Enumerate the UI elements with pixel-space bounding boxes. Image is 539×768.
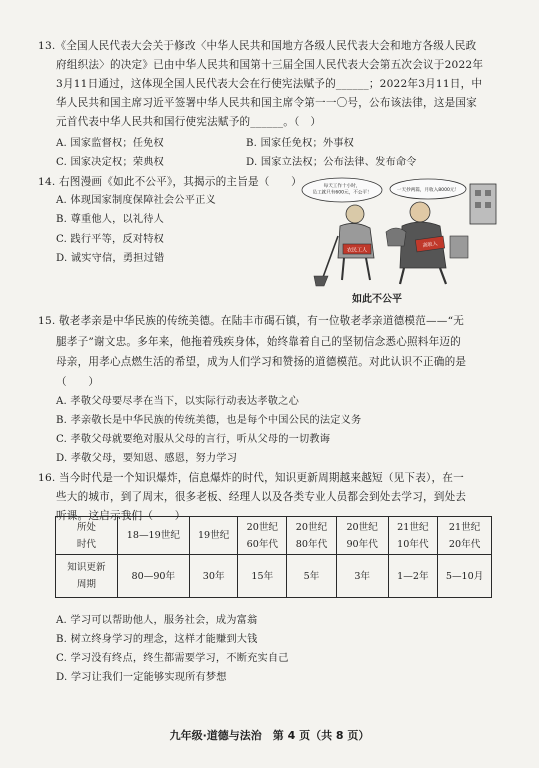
q13-line-1: 13.《全国人民代表大会关于修改〈中华人民共和国地方各级人民代表大会和地方各级人民政 [38,40,477,52]
q13-option-d: D. 国家立法权；公布法律、发布命令 [246,157,417,168]
q15-option-a: A. 孝敬父母要尽孝在当下，以实际行动表达孝敬之心 [56,396,299,407]
table-cell-text: 20世纪 [246,521,279,533]
q16-line-3: 听课。这启示我们（ ） [56,510,186,522]
knowledge-update-table [55,516,492,598]
table-cell-text: 3年 [354,570,371,582]
q13-line-3: 3月11日通过，这体现全国人民代表大会在行使宪法赋予的______；2022年3月11日，中 [56,78,483,90]
svg-text:员工就只有600元，不公平！: 员工就只有600元，不公平！ [312,190,372,196]
q16-line-2: 些大的城市，到了周末，很多老板、经理人以及各类专业人员都会到处去学习，到处去 [56,491,467,503]
table-cell-text: 知识更新 [67,562,106,573]
table-cell-text: 1—2年 [397,570,429,582]
table-cell-text: 18—19世纪 [126,530,180,541]
q15-option-d: D. 孝敬父母，要知恩、感恩，努力学习 [56,453,238,464]
q15-line-1: 15. 敬老孝亲是中华民族的传统美德。在陆丰市碣石镇，有一位敬老孝亲道德模范——“无 [38,315,464,327]
q14-option-c: C. 践行平等，反对特权 [56,234,164,245]
q13-option-c: C. 国家决定权；荣典权 [56,157,164,168]
table-cell-text: 周期 [76,579,97,590]
era-cell-7 [438,517,492,555]
q13-line-4: 华人民共和国主席习近平签署中华人民共和国主席令第一一〇号，公布该法律，这是国家 [56,97,477,109]
cartoon-image [300,176,505,289]
table-row-era [56,517,492,555]
q16-line-1: 16. 当今时代是一个知识爆炸，信息爆炸的时代，知识更新周期越来越短（见下表），在一 [38,472,464,484]
table-cell-text: 19世纪 [197,530,230,541]
era-cell-3 [238,517,287,555]
q14-option-d: D. 诚实守信，勇担过错 [56,253,165,264]
q16-option-d: D. 学习让我们一定能够实现所有梦想 [56,672,227,683]
table-cell-text: 5—10月 [445,570,484,582]
q15-option-c: C. 孝敬父母就要绝对服从父母的言行，听从父母的一切教诲 [56,434,331,445]
era-cell-2 [189,517,238,555]
q15-line-3: 母亲，用孝心点燃生活的希望，成为人们学习和赞扬的道德模范。对此认识不正确的是 [56,356,467,368]
svg-text:高收入: 高收入 [422,240,438,250]
q14-option-a: A. 体现国家制度保障社会公平正义 [56,195,216,206]
table-cell-text: 60年代 [246,538,279,550]
table-cell-text: 15年 [251,570,274,582]
table-cell-text: 时代 [76,538,97,550]
q14-option-b: B. 尊重他人，以礼待人 [56,214,165,225]
q16-option-b: B. 树立终身学习的理念，这样才能赚到大钱 [56,634,258,645]
table-cell-text: 30年 [202,570,225,582]
cartoon-caption: 如此不公平 [352,294,402,305]
cycle-cell-5 [336,555,388,598]
table-cell-text: 10年代 [397,538,429,550]
table-cell-text: 5年 [303,570,320,582]
cycle-cell-4 [287,555,337,598]
svg-text:每天工作十小时，: 每天工作十小时， [323,184,361,189]
table-cell-text: 21世纪 [448,521,481,533]
era-cell-1 [117,517,189,555]
era-cell-5 [336,517,388,555]
cycle-cell-1 [117,555,189,598]
q15-line-4: （ ） [56,376,100,388]
page-footer: 九年级·道德与法治 第 4 页（共 8 页） [169,729,370,742]
q16-option-c: C. 学习没有终点，终生都需要学习，不断充实自己 [56,653,289,664]
table-row-cycle [56,555,492,598]
cycle-cell-7 [438,555,492,598]
table-cell-text: 80年代 [295,538,328,550]
table-cell-text: 所处 [76,521,97,533]
cycle-cell-2 [189,555,238,598]
q15-line-2: 腿孝子”谢文忠。多年来，他拖着残疾身体，始终靠着自己的坚韧信念悉心照料年迈的 [56,336,461,348]
table-cell-text: 20世纪 [295,521,328,533]
cycle-cell-6 [388,555,438,598]
table-cell-text: 21世纪 [397,521,429,533]
table-cell-text: 20年代 [448,538,481,550]
era-cell-0 [56,517,118,555]
cycle-cell-0 [56,555,118,598]
svg-text:农民工人: 农民工人 [346,247,368,254]
q16-option-a: A. 学习可以帮助他人，服务社会，成为富翁 [56,615,258,626]
table-cell-text: 20世纪 [346,521,378,533]
q13-option-b: B. 国家任免权；外事权 [246,138,355,149]
table-cell-text: 90年代 [346,538,378,550]
era-cell-6 [388,517,438,555]
q13-line-5: 元首代表中华人民共和国行使宪法赋予的______。（ ） [56,116,322,128]
table-cell-text: 80—90年 [131,570,176,582]
q13-option-a: A. 国家监督权；任免权 [56,138,164,149]
q13-line-2: 府组织法〉的决定》已由中华人民共和国第十三届全国人民代表大会第五次会议于2022年 [56,59,484,71]
era-cell-4 [287,517,337,555]
svg-text:一天抄两篇，月收入8000元！: 一天抄两篇，月收入8000元！ [396,188,460,193]
q14-stem: 14. 右图漫画《如此不公平》，其揭示的主旨是（ ） [38,176,302,188]
q15-option-b: B. 孝亲敬长是中华民族的传统美德，也是每个中国公民的法定义务 [56,415,362,426]
cycle-cell-3 [238,555,287,598]
